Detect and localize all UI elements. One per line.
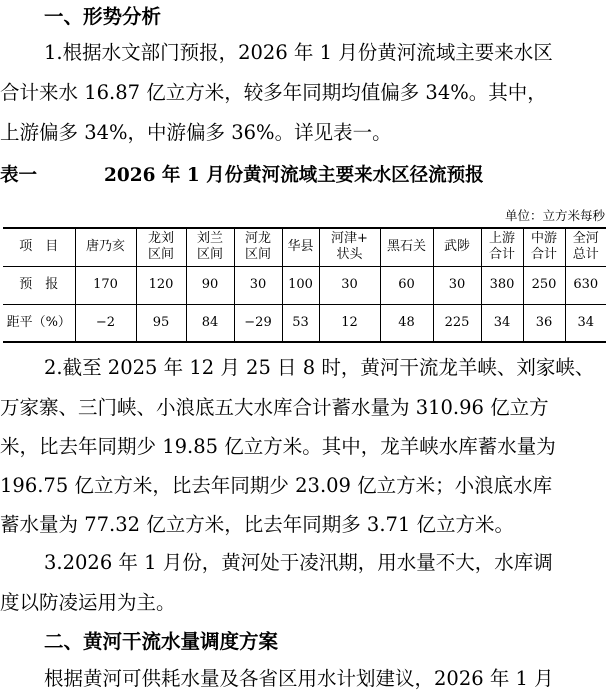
- table-row: [3, 266, 606, 304]
- table-cell: 30: [319, 266, 380, 304]
- paragraph-2-line: 196.75 亿立方米，比去年同期少 23.09 亿立方米；小浪底水库: [0, 474, 553, 497]
- header-cell-huaxian: 华县: [282, 228, 319, 266]
- header-cell-midstream-total: 中游 合计: [523, 228, 565, 266]
- paragraph-3-line: 度以防凌运用为主。: [0, 591, 176, 614]
- table-cell: 84: [186, 304, 234, 342]
- table-cell: 225: [433, 304, 481, 342]
- table-cell: 95: [136, 304, 186, 342]
- table-cell: 34: [481, 304, 523, 342]
- table-cell: 100: [282, 266, 319, 304]
- table-cell: 170: [75, 266, 136, 304]
- table-title: 2026 年 1 月份黄河流域主要来水区径流预报: [104, 165, 484, 186]
- table-cell: 48: [380, 304, 433, 342]
- header-cell-wuzhi: 武陟: [433, 228, 481, 266]
- paragraph-2-line: 米，比去年同期少 19.85 亿立方米。其中，龙羊峡水库蓄水量为: [0, 435, 556, 458]
- header-cell-helong: 河龙 区间: [234, 228, 282, 266]
- section-1-heading: 一、形势分析: [44, 5, 162, 28]
- runoff-forecast-table: [3, 227, 606, 343]
- paragraph-3-line: 3.2026 年 1 月份，黄河处于凌汛期，用水量不大，水库调: [44, 551, 553, 574]
- table-cell: 30: [234, 266, 282, 304]
- section-2-heading: 二、黄河干流水量调度方案: [44, 630, 279, 653]
- header-cell-basin-total: 全河 总计: [565, 228, 606, 266]
- table-cell: 120: [136, 266, 186, 304]
- paragraph-2-line: 万家寨、三门峡、小浪底五大水库合计蓄水量为 310.96 亿立方: [0, 396, 549, 419]
- table-cell: 60: [380, 266, 433, 304]
- paragraph-4-line: 根据黄河可供耗水量及各省区用水计划建议，2026 年 1 月: [44, 667, 554, 690]
- paragraph-2-line: 蓄水量为 77.32 亿立方米，比去年同期多 3.71 亿立方米。: [0, 513, 515, 536]
- paragraph-2-line: 2.截至 2025 年 12 月 25 日 8 时，黄河干流龙羊峡、刘家峡、: [44, 356, 595, 379]
- header-cell-longliu: 龙刘 区间: [136, 228, 186, 266]
- table-cell: −2: [75, 304, 136, 342]
- header-cell-heishiguan: 黑石关: [380, 228, 433, 266]
- table-cell: 380: [481, 266, 523, 304]
- table-cell: 36: [523, 304, 565, 342]
- header-cell-liulan: 刘兰 区间: [186, 228, 234, 266]
- table-cell: −29: [234, 304, 282, 342]
- row-label: 预 报: [3, 266, 75, 304]
- table-cell: 12: [319, 304, 380, 342]
- header-cell-hejin-zhuangtou: 河津+ 状头: [319, 228, 380, 266]
- table-cell: 53: [282, 304, 319, 342]
- paragraph-1-line: 合计来水 16.87 亿立方米，较多年同期均值偏多 34%。其中，: [0, 81, 547, 104]
- table-cell: 90: [186, 266, 234, 304]
- header-cell-item: 项 目: [3, 228, 75, 266]
- table-header-row: [3, 228, 606, 266]
- table-label: 表一: [0, 165, 38, 186]
- table-cell: 250: [523, 266, 565, 304]
- row-label: 距平（%）: [3, 304, 75, 342]
- table-caption: [0, 161, 609, 187]
- paragraph-1-line: 上游偏多 34%，中游偏多 36%。详见表一。: [0, 121, 392, 144]
- header-cell-tangnaihai: 唐乃亥: [75, 228, 136, 266]
- table-cell: 630: [565, 266, 606, 304]
- table-unit: 单位：立方米每秒: [504, 208, 605, 223]
- table-row: [3, 304, 606, 342]
- paragraph-1-line: 1.根据水文部门预报，2026 年 1 月份黄河流域主要来水区: [44, 41, 553, 64]
- table-cell: 34: [565, 304, 606, 342]
- table-cell: 30: [433, 266, 481, 304]
- header-cell-upstream-total: 上游 合计: [481, 228, 523, 266]
